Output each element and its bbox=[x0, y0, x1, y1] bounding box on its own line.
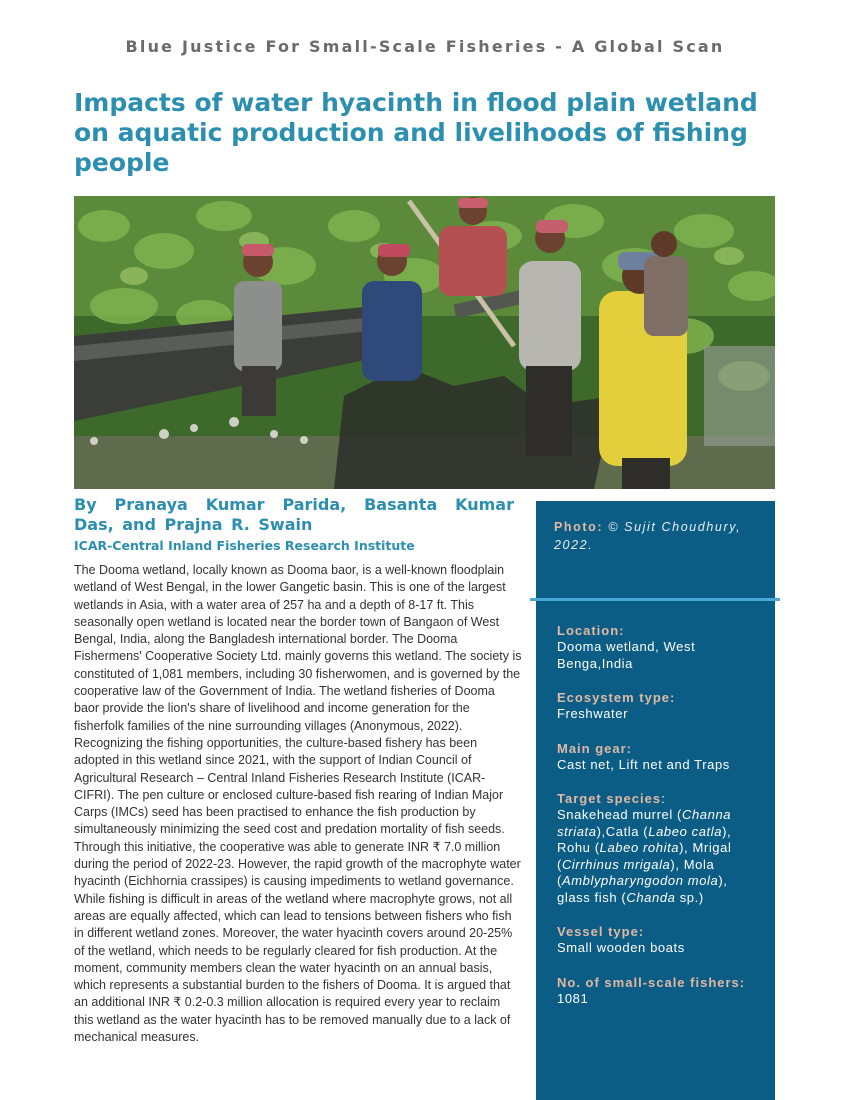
fact-sidebar bbox=[536, 501, 775, 1100]
fact-label: Target species: bbox=[557, 791, 666, 806]
fact-value: Freshwater bbox=[557, 706, 629, 721]
institute: ICAR-Central Inland Fisheries Research Institute bbox=[74, 538, 415, 553]
fact-label: No. of small-scale fishers: bbox=[557, 974, 746, 990]
article-photo bbox=[74, 196, 775, 489]
series-title: Blue Justice For Small-Scale Fisheries - A Global Scan bbox=[125, 37, 725, 56]
photo-credit-label: Photo: bbox=[554, 520, 604, 534]
sidebar-divider bbox=[530, 598, 780, 601]
fact-value: Dooma wetland, West Benga,India bbox=[557, 639, 696, 671]
fact-list bbox=[557, 622, 762, 1024]
fact-target-species bbox=[557, 790, 762, 906]
fact-value: Small wooden boats bbox=[557, 940, 685, 955]
fact-fisher-count bbox=[557, 974, 762, 1008]
fact-main-gear bbox=[557, 740, 762, 774]
fact-ecosystem bbox=[557, 689, 762, 723]
fact-value: Cast net, Lift net and Traps bbox=[557, 756, 730, 772]
fact-value: Snakehead murrel (Channa striata),Catla (Labeo catla), Rohu (Labeo rohita), Mrigal (Cirrhinus mrigala), Mola (Amblypharyngodon mola), glass fish (Chanda sp.) bbox=[557, 807, 732, 905]
fact-location bbox=[557, 622, 762, 672]
fact-label: Main gear: bbox=[557, 740, 633, 756]
authors: By Pranaya Kumar Parida, Basanta Kumar Das, and Prajna R. Swain bbox=[74, 495, 514, 534]
fact-label: Vessel type: bbox=[557, 924, 645, 939]
fishers-in-wetland-photo bbox=[74, 196, 775, 489]
fact-label: Ecosystem type: bbox=[557, 690, 676, 705]
fact-value: 1081 bbox=[557, 990, 589, 1006]
fact-vessel-type bbox=[557, 923, 762, 957]
article-title: Impacts of water hyacinth in flood plain wetland on aquatic production and livelihoods of fishing people bbox=[74, 88, 758, 177]
article-body: The Dooma wetland, locally known as Dooma baor, is a well-known floodplain wetland of West Bengal, in the lower Gangetic basin. This is one of the largest wetlands in Asia, with a water area of 257 ha and a depth of 8-17 ft. This seasonally open wetland is located near the border town of Bangaon of West Bengal, India, along the Bangladesh international border. The Dooma Fishermens' Cooperative Society Ltd. mainly governs this wetland. The society is constituted of 1,081 members, including 30 fisherwomen, and is governed by the cooperative law of the Government of India. The wetland fisheries of Dooma baor provide the lion's share of livelihood and income generation for the fisherfolk families of the nine surrounding villages (Anonymous, 2022). Recognizing the fishing opportunities, the culture-based fishery has been adopted in this wetland since 2021, with the support of Indian Council of Agricultural Research – Central Inland Fisheries Research Institute (ICAR-CIFRI). The pen culture or enclosed culture-based fish rearing of Indian Major Carps (IMCs) seed has been practised to enhance the fish production by simultaneously minimizing the seed cost and predation mortality of fish seeds. Through this initiative, the cooperative was able to generate INR ₹ 7.0 million during the period of 2022-23. However, the rapid growth of the macrophyte water hyacinth (Eichhornia crassipes) is causing impediments to wetland governance. While fishing is difficult in areas of the wetland where macrophyte grows, not all areas are equally affected, which can lead to tensions between fishers who fish in different wetland zones. Moreover, the water hyacinth covers around 20-25% of the wetland, which needs to be regularly cleared for fish production. At the moment, community members clean the water hyacinth on an annual basis, which represents a substantial burden to the fishers of Dooma. It is argued that an additional INR ₹ 0.2-0.3 million allocation is required every year to reclaim this wetland as the water hyacinth has to be removed manually due to a lack of mechanical measures. bbox=[74, 563, 522, 1045]
fact-label: Location: bbox=[557, 623, 625, 638]
photo-credit bbox=[554, 518, 764, 554]
byline bbox=[74, 495, 514, 555]
photo-credit-value: © Sujit Choudhury, 2022. bbox=[554, 520, 742, 552]
